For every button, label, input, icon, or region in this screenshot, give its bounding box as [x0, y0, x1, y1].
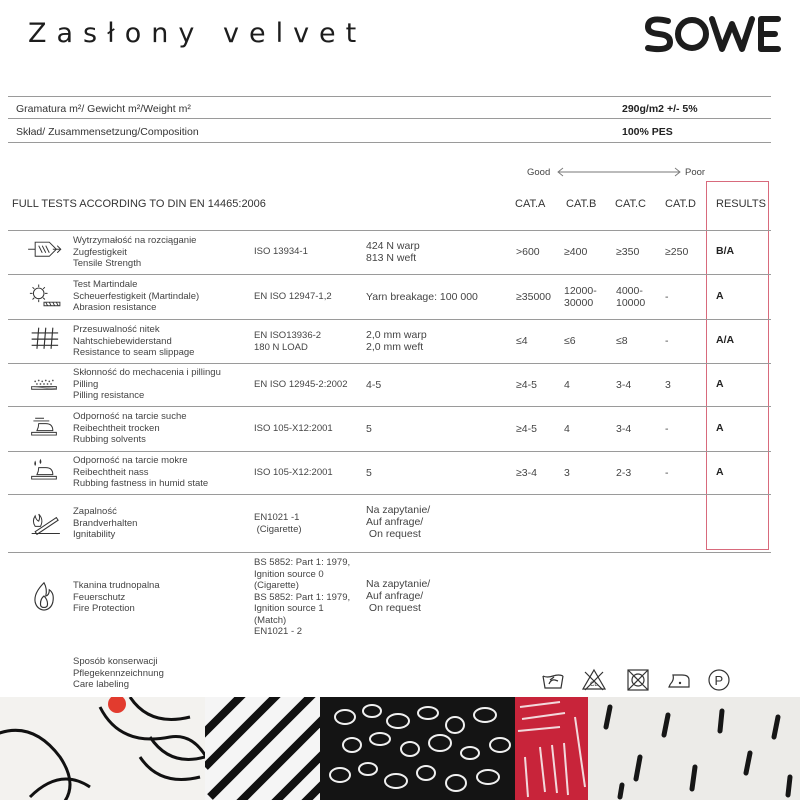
results-heading: RESULTS — [716, 198, 766, 210]
test-value-line: 813 N weft — [366, 252, 417, 264]
test-name — [73, 506, 137, 541]
test-name-line: Zapalność — [73, 506, 117, 517]
cat-value: 3 — [564, 467, 570, 479]
cat-value: ≥35000 — [516, 291, 551, 303]
spec-value: 290g/m2 +/- 5% — [622, 103, 698, 115]
test-name-line: Pilling — [73, 378, 99, 390]
dry-rubbing-icon — [24, 413, 64, 443]
care-name-en: Care labeling — [73, 679, 129, 690]
test-standard — [254, 291, 332, 303]
cat-value: - — [665, 335, 669, 347]
test-name-line: Rubbing fastness in humid state — [73, 478, 209, 489]
test-standard — [254, 330, 321, 353]
test-value — [366, 240, 420, 264]
full-tests-heading: FULL TESTS ACCORDING TO DIN EN 14465:2006 — [12, 198, 266, 210]
wet-rubbing-icon — [24, 457, 64, 487]
table-row-divider — [8, 319, 771, 320]
test-standard-line: 180 N LOAD — [254, 341, 308, 353]
cat-b-heading: CAT.B — [566, 198, 597, 210]
test-value — [366, 379, 381, 391]
spec-label: Gramatura m²/ Gewicht m²/Weight m² — [16, 103, 191, 115]
cat-value: - — [665, 467, 669, 479]
test-name-line: Feuerschutz — [73, 591, 126, 603]
cat-value: 4000- 10000 — [616, 285, 646, 309]
cat-value: ≤6 — [564, 335, 576, 347]
flame-icon — [24, 581, 64, 611]
test-name-line: Nahtschiebewiderstand — [73, 335, 172, 347]
fabric-pattern-strip — [0, 697, 800, 800]
table-row-divider — [8, 494, 771, 495]
test-standard-line: ISO 13934-1 — [254, 246, 308, 257]
test-name-line: Fire Protection — [73, 603, 135, 614]
test-standard-line: BS 5852: Part 1: 1979, — [254, 591, 351, 603]
cat-value: ≤8 — [616, 335, 628, 347]
test-standard-line: ISO 105-X12:2001 — [254, 423, 333, 434]
spec-label: Skład/ Zusammensetzung/Composition — [16, 126, 199, 138]
test-value-line: 2,0 mm warp — [366, 329, 427, 341]
test-standard — [254, 557, 350, 638]
fabric-swatch-3 — [320, 697, 515, 800]
svg-text:CL: CL — [590, 682, 598, 688]
cat-value: ≥3-4 — [516, 467, 537, 479]
test-name-line: Ignitability — [73, 529, 116, 540]
table-row-divider — [8, 406, 771, 407]
result-value: A — [716, 290, 724, 302]
test-name-line: Test Martindale — [73, 279, 138, 290]
test-value — [366, 329, 427, 353]
table-row-divider — [8, 552, 771, 553]
test-value — [366, 578, 430, 614]
cat-value: 4 — [564, 423, 570, 435]
test-standard-line: EN ISO 12945-2:2002 — [254, 379, 348, 390]
test-value — [366, 423, 372, 435]
table-row-divider — [8, 274, 771, 275]
test-name-line: Zugfestigkeit — [73, 246, 127, 258]
test-value-line: Auf anfrage/ — [366, 516, 424, 528]
fabric-swatch-4 — [515, 697, 588, 800]
test-value-line: Auf anfrage/ — [366, 590, 424, 602]
test-standard-line: (Match) — [254, 614, 287, 626]
iron-low-icon — [667, 668, 691, 692]
test-value — [366, 291, 478, 303]
cat-value: 3 — [665, 379, 671, 391]
result-value: A — [716, 466, 724, 478]
cat-value: 2-3 — [616, 467, 632, 479]
test-name-line: Odporność na tarcie mokre — [73, 455, 188, 466]
spec-row — [8, 120, 771, 143]
cat-d-heading: CAT.D — [665, 198, 696, 210]
test-standard — [254, 467, 333, 479]
test-name-line: Tkanina trudnopalna — [73, 580, 160, 591]
test-value-line: Na zapytanie/ — [366, 578, 431, 590]
test-name — [73, 455, 208, 490]
test-value-line: On request — [366, 528, 421, 540]
test-value-line: Na zapytanie/ — [366, 504, 431, 516]
cat-value: ≥350 — [616, 246, 640, 258]
test-name — [73, 324, 194, 359]
test-standard — [254, 512, 302, 535]
svg-text:P: P — [714, 673, 724, 688]
cat-value: 4 — [564, 379, 570, 391]
test-value-line: 5 — [366, 423, 372, 435]
cat-value: - — [665, 291, 669, 303]
test-name — [73, 235, 196, 270]
test-name-line: Rubbing solvents — [73, 434, 146, 445]
test-standard-line: Ignition source 1 — [254, 603, 324, 614]
tensile-icon — [24, 236, 64, 266]
test-standard-line: ISO 105-X12:2001 — [254, 467, 333, 478]
test-standard-line: Ignition source 0 — [254, 568, 324, 580]
good-poor-arrow-icon — [556, 167, 682, 177]
result-value: A — [716, 422, 724, 434]
result-value: A/A — [716, 334, 735, 346]
test-value-line: 2,0 mm weft — [366, 341, 424, 353]
cat-value: ≤4 — [516, 335, 528, 347]
test-value-line: 4-5 — [366, 379, 382, 391]
cat-value: ≥400 — [564, 246, 588, 258]
cat-value: >600 — [516, 246, 540, 258]
test-standard-line: BS 5852: Part 1: 1979, — [254, 557, 351, 568]
result-value: B/A — [716, 245, 735, 257]
cat-c-heading: CAT.C — [615, 198, 646, 210]
no-bleach-icon — [582, 668, 606, 692]
cat-value: ≥250 — [665, 246, 689, 258]
test-standard-line: EN ISO 12947-1,2 — [254, 291, 332, 302]
test-value-line: 424 N warp — [366, 240, 420, 252]
cat-value: ≥4-5 — [516, 423, 537, 435]
scale-poor-label: Poor — [685, 167, 706, 178]
care-name-pl: Sposób konserwacji — [73, 656, 158, 667]
scale-good-label: Good — [527, 167, 551, 178]
test-name-line: Przesuwalność nitek — [73, 324, 160, 335]
dry-clean-p-icon — [707, 668, 731, 692]
cat-value: 12000- 30000 — [564, 285, 597, 309]
cat-value: 3-4 — [616, 423, 632, 435]
test-name-line: Brandverhalten — [73, 517, 138, 529]
result-value: A — [716, 378, 724, 390]
care-label-names — [73, 656, 164, 691]
spec-value: 100% PES — [622, 126, 673, 138]
test-name — [73, 279, 199, 314]
pilling-icon — [24, 369, 64, 399]
test-standard-line: (Cigarette) — [254, 580, 299, 591]
fabric-swatch-5 — [588, 697, 800, 800]
test-name-line: Skłonność do mechacenia i pillingu — [73, 367, 221, 378]
test-standard-line: EN ISO13936-2 — [254, 330, 322, 341]
test-name-line: Pilling resistance — [73, 390, 145, 401]
test-standard-line: EN1021 - 2 — [254, 626, 303, 637]
no-tumble-dry-icon — [626, 668, 650, 692]
test-standard-line: (Cigarette) — [254, 523, 302, 535]
care-name-de: Pflegekennzeichnung — [73, 667, 164, 679]
ignitability-icon — [24, 507, 64, 537]
test-name-line: Scheuerfestigkeit (Martindale) — [73, 290, 200, 302]
cat-value: ≥4-5 — [516, 379, 537, 391]
table-row-divider — [8, 451, 771, 452]
test-name — [73, 580, 160, 615]
abrasion-icon — [24, 281, 64, 311]
test-name-line: Wytrzymałość na rozciąganie — [73, 235, 197, 246]
spec-row — [8, 96, 771, 119]
test-name-line: Tensile Strength — [73, 258, 142, 269]
test-name-line: Reibechtheit nass — [73, 466, 149, 478]
table-row-divider — [8, 230, 771, 231]
test-name-line: Reibechtheit trocken — [73, 422, 160, 434]
test-standard — [254, 423, 333, 435]
test-name — [73, 367, 221, 402]
table-row-divider — [8, 363, 771, 364]
test-value — [366, 467, 372, 479]
test-value — [366, 504, 430, 540]
page-title: Zasłony velvet — [28, 18, 367, 49]
test-standard — [254, 246, 308, 258]
hand-wash-icon — [541, 668, 565, 692]
test-value-line: On request — [366, 602, 421, 614]
brand-logo — [642, 12, 784, 56]
cat-value: 3-4 — [616, 379, 632, 391]
seam-slippage-icon — [24, 325, 64, 355]
test-value-line: Yarn breakage: 100 000 — [366, 291, 478, 303]
test-name — [73, 411, 187, 446]
cat-value: - — [665, 423, 669, 435]
test-standard — [254, 379, 347, 391]
test-name-line: Resistance to seam slippage — [73, 347, 195, 358]
fabric-swatch-2 — [200, 697, 340, 800]
fabric-swatch-1 — [0, 697, 215, 800]
cat-a-heading: CAT.A — [515, 198, 546, 210]
test-standard-line: EN1021 -1 — [254, 512, 300, 523]
test-name-line: Odporność na tarcie suche — [73, 411, 187, 422]
test-name-line: Abrasion resistance — [73, 302, 157, 313]
test-value-line: 5 — [366, 467, 372, 479]
